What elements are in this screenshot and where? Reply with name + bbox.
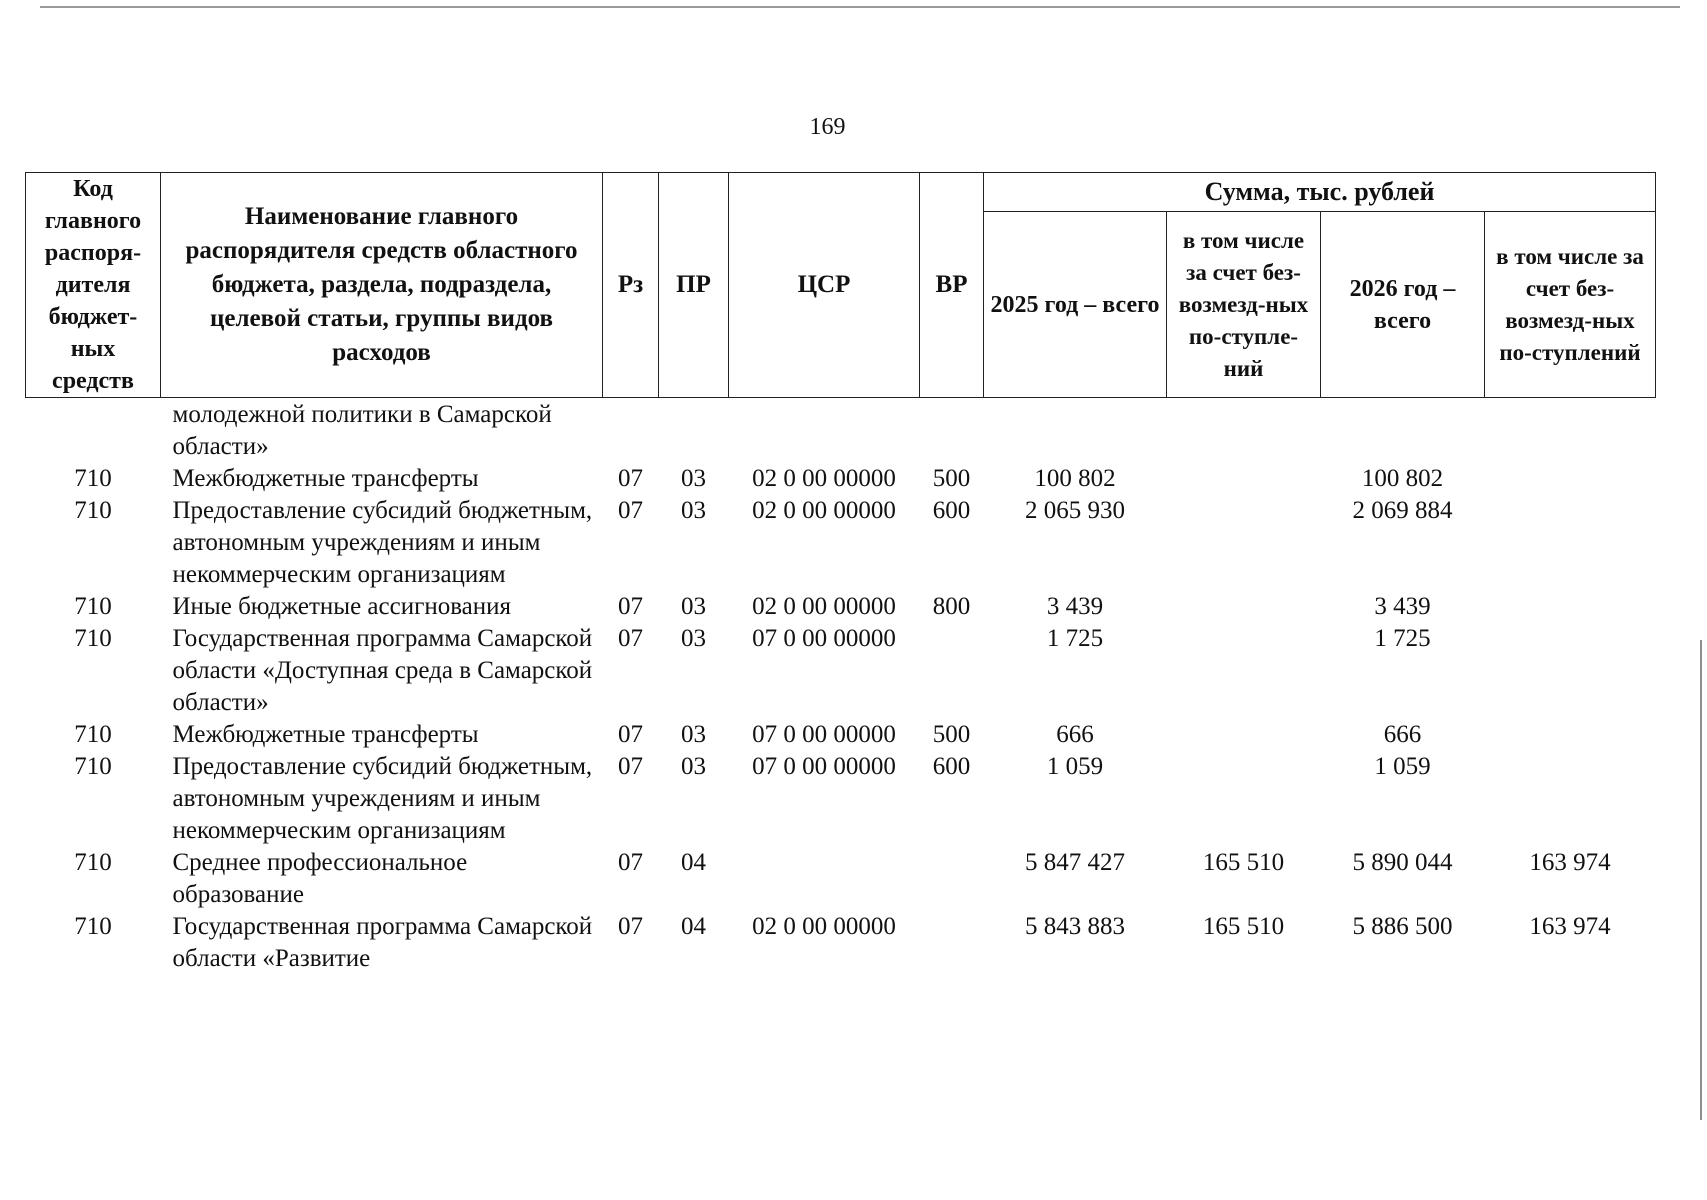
cell-2025-total: 2 065 930 — [1025, 497, 1125, 524]
cell-code: 710 — [74, 465, 112, 492]
header-sum: Сумма, тыс. рублей — [984, 173, 1656, 212]
cell-name: Предоставление субсидий бюджетным, автономным учреждениям и иным некоммерческим организациям — [172, 497, 593, 588]
cell-2025-free — [1167, 623, 1321, 719]
table-row — [26, 591, 1656, 623]
cell-2026-total: 1 059 — [1374, 753, 1431, 780]
cell-rz: 07 — [618, 913, 643, 940]
cell-2026-free: 163 974 — [1529, 849, 1611, 876]
cell-vr: 500 — [932, 465, 971, 492]
header-2025-free-receipts: в том числе за счет без-возмезд-ных по-ступле-ний — [1167, 212, 1321, 398]
cell-name: Среднее профессиональное образование — [172, 849, 468, 908]
cell-2026-total: 5 890 044 — [1352, 849, 1453, 876]
cell-2025-free — [1167, 591, 1321, 623]
table-row — [26, 911, 1656, 975]
table-row — [26, 495, 1656, 591]
cell-pr: 03 — [681, 625, 706, 652]
header-csr: ЦСР — [729, 173, 920, 398]
header-rz: Рз — [603, 173, 659, 398]
cell-2025-free — [1167, 719, 1321, 751]
table-row — [26, 751, 1656, 847]
cell-2025-free — [1167, 751, 1321, 847]
cell-code — [26, 398, 161, 464]
cell-2026-total: 1 725 — [1374, 625, 1431, 652]
cell-name: Государственная программа Самарской области «Развитие — [172, 913, 593, 972]
cell-2025-total — [984, 398, 1167, 464]
cell-vr: 800 — [932, 593, 971, 620]
cell-code: 710 — [74, 497, 112, 524]
cell-2025-total: 5 847 427 — [1025, 849, 1125, 876]
cell-2026-free — [1485, 398, 1656, 464]
cell-2026-free — [1485, 463, 1656, 495]
cell-pr: 04 — [681, 849, 706, 876]
cell-csr: 02 0 00 00000 — [752, 913, 896, 940]
table-row — [26, 463, 1656, 495]
cell-pr: 03 — [681, 465, 706, 492]
cell-2025-free: 165 510 — [1202, 913, 1285, 940]
cell-2026-free — [1485, 751, 1656, 847]
cell-code: 710 — [74, 913, 112, 940]
cell-csr: 02 0 00 00000 — [752, 593, 896, 620]
cell-code: 710 — [74, 625, 112, 652]
table-row — [26, 398, 1656, 464]
cell-name: Государственная программа Самарской области «Доступная среда в Самарской области» — [172, 625, 593, 716]
cell-rz: 07 — [618, 753, 643, 780]
header-vr: ВР — [920, 173, 984, 398]
cell-2026-total: 5 886 500 — [1352, 913, 1453, 940]
table-body — [26, 398, 1656, 976]
cell-rz: 07 — [618, 497, 643, 524]
cell-name: Иные бюджетные ассигнования — [172, 593, 512, 620]
cell-code: 710 — [74, 721, 112, 748]
cell-name: молодежной политики в Самарской области» — [172, 401, 552, 460]
cell-2026-total: 100 802 — [1361, 465, 1444, 492]
cell-code: 710 — [74, 849, 112, 876]
cell-rz: 07 — [618, 593, 643, 620]
budget-table — [25, 172, 1656, 975]
cell-pr: 03 — [681, 721, 706, 748]
scan-top-edge — [40, 6, 1680, 8]
cell-csr: 07 0 00 00000 — [752, 625, 896, 652]
cell-rz: 07 — [618, 721, 643, 748]
cell-csr — [729, 847, 920, 911]
header-2026-free-receipts: в том числе за счет без-возмезд-ных по-ступлений — [1485, 212, 1656, 398]
cell-2026-free — [1485, 623, 1656, 719]
cell-2025-free: 165 510 — [1202, 849, 1285, 876]
cell-2026-total: 3 439 — [1374, 593, 1431, 620]
cell-csr: 07 0 00 00000 — [752, 753, 896, 780]
cell-csr: 07 0 00 00000 — [752, 721, 896, 748]
cell-csr — [729, 398, 920, 464]
scan-right-edge — [1700, 640, 1702, 1120]
cell-2026-free — [1485, 591, 1656, 623]
cell-2025-free — [1167, 398, 1321, 464]
header-2025-total: 2025 год – всего — [984, 212, 1167, 398]
cell-pr: 03 — [681, 753, 706, 780]
cell-name: Межбюджетные трансферты — [172, 721, 479, 748]
table-row — [26, 623, 1656, 719]
cell-pr: 03 — [681, 593, 706, 620]
cell-2026-free — [1485, 495, 1656, 591]
cell-2026-free — [1485, 719, 1656, 751]
header-name: Наименование главного распорядителя средств областного бюджета, раздела, подраздела, целевой статьи, группы видов расходов — [161, 173, 603, 398]
table-header — [26, 173, 1656, 398]
cell-pr: 04 — [681, 913, 706, 940]
header-code: Код главного распоря-дителя бюджет-ных средств — [26, 173, 161, 398]
header-2026-total: 2026 год – всего — [1321, 212, 1485, 398]
cell-csr: 02 0 00 00000 — [752, 465, 896, 492]
cell-2025-total: 1 725 — [1046, 625, 1104, 652]
cell-vr — [920, 847, 984, 911]
cell-vr — [920, 911, 984, 975]
cell-vr: 500 — [932, 721, 971, 748]
cell-2026-free: 163 974 — [1529, 913, 1611, 940]
cell-2026-total: 666 — [1383, 721, 1422, 748]
table-row — [26, 719, 1656, 751]
page-number: 169 — [809, 114, 846, 140]
cell-2025-free — [1167, 495, 1321, 591]
cell-vr: 600 — [932, 497, 971, 524]
cell-name: Предоставление субсидий бюджетным, автономным учреждениям и иным некоммерческим организациям — [172, 753, 593, 844]
cell-2026-total — [1321, 398, 1485, 464]
cell-2025-total: 3 439 — [1046, 593, 1104, 620]
cell-2025-total: 100 802 — [1034, 465, 1116, 492]
cell-rz: 07 — [618, 625, 643, 652]
cell-2025-total: 1 059 — [1046, 753, 1104, 780]
cell-2025-total: 666 — [1056, 721, 1094, 748]
cell-pr — [659, 398, 729, 464]
cell-pr: 03 — [681, 497, 706, 524]
cell-vr — [920, 398, 984, 464]
cell-code: 710 — [74, 593, 112, 620]
cell-code: 710 — [74, 753, 112, 780]
cell-2026-total: 2 069 884 — [1352, 497, 1453, 524]
cell-rz: 07 — [618, 849, 643, 876]
cell-name: Межбюджетные трансферты — [172, 465, 479, 492]
cell-vr: 600 — [932, 753, 971, 780]
header-pr: ПР — [659, 173, 729, 398]
cell-csr: 02 0 00 00000 — [752, 497, 896, 524]
cell-2025-free — [1167, 463, 1321, 495]
cell-vr — [920, 623, 984, 719]
cell-rz: 07 — [618, 465, 643, 492]
cell-2025-total: 5 843 883 — [1025, 913, 1125, 940]
table-row — [26, 847, 1656, 911]
cell-rz — [603, 398, 659, 464]
